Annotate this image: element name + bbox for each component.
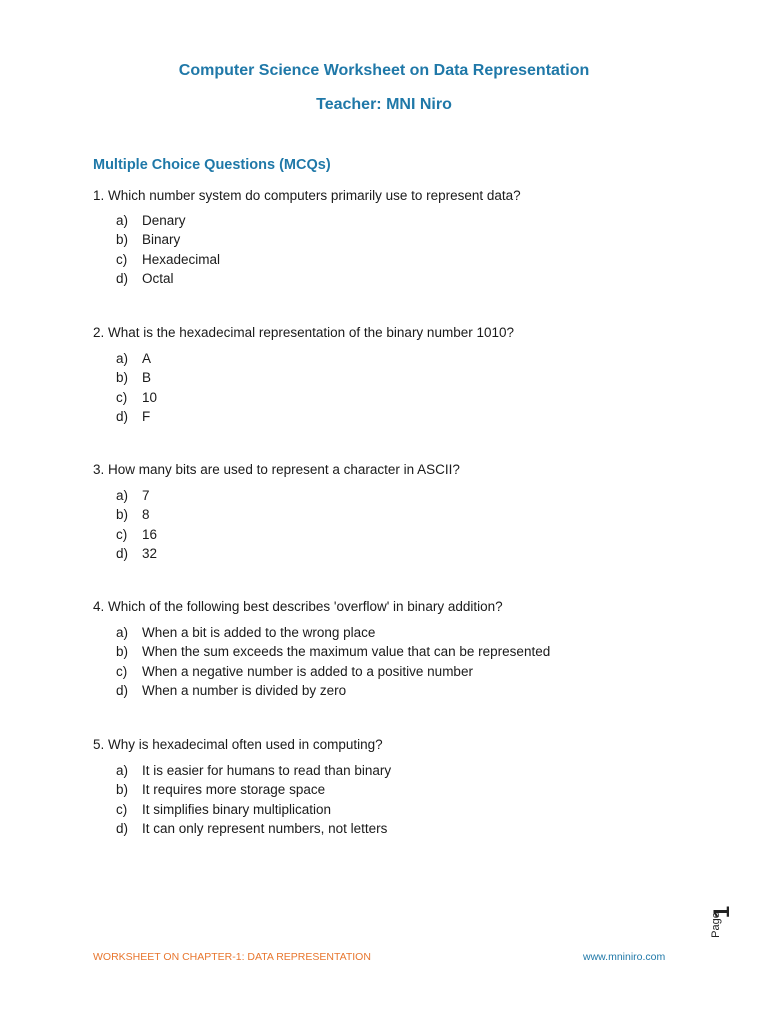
option bbox=[116, 527, 157, 546]
option-text: A bbox=[142, 351, 152, 366]
option-letter: a) bbox=[116, 625, 129, 640]
option-text: Octal bbox=[142, 271, 174, 287]
option bbox=[116, 782, 391, 801]
option-text: 7 bbox=[142, 488, 150, 503]
option-text: It can only represent numbers, not letters bbox=[142, 821, 388, 837]
option-text: Denary bbox=[142, 213, 186, 228]
question-1-options bbox=[116, 213, 220, 291]
option-letter: b) bbox=[116, 507, 129, 523]
option bbox=[116, 252, 220, 271]
option-letter: d) bbox=[116, 546, 129, 562]
option bbox=[116, 488, 157, 507]
option-letter: c) bbox=[116, 389, 128, 405]
option bbox=[116, 625, 550, 644]
option bbox=[116, 370, 157, 389]
page-number-marker bbox=[707, 905, 735, 947]
option bbox=[116, 213, 220, 232]
section-heading: Multiple Choice Questions (MCQs) bbox=[93, 157, 331, 173]
footer-chapter-label: WORKSHEET ON CHAPTER-1: DATA REPRESENTATION bbox=[93, 951, 371, 963]
option-letter: d) bbox=[116, 409, 129, 425]
option-text: 16 bbox=[142, 526, 158, 542]
option-text: It requires more storage space bbox=[142, 782, 326, 798]
question-4-options bbox=[116, 625, 550, 703]
option-text: Binary bbox=[142, 232, 181, 248]
option-text: It is easier for humans to read than binary bbox=[142, 763, 392, 778]
option bbox=[116, 683, 550, 702]
option bbox=[116, 351, 157, 370]
teacher-name: Teacher: MNI Niro bbox=[316, 96, 452, 113]
option bbox=[116, 546, 157, 565]
question-5-options bbox=[116, 763, 391, 841]
option-letter: b) bbox=[116, 782, 129, 798]
question-2: 2. What is the hexadecimal representation of the binary number 1010? bbox=[93, 325, 514, 340]
option-letter: c) bbox=[116, 801, 128, 817]
question-5: 5. Why is hexadecimal often used in computing? bbox=[93, 737, 383, 752]
option-letter: d) bbox=[116, 821, 129, 837]
option-text: 8 bbox=[142, 507, 150, 523]
option-text: 32 bbox=[142, 546, 158, 562]
option-text: When the sum exceeds the maximum value that can be represented bbox=[142, 644, 551, 660]
option-letter: a) bbox=[116, 763, 129, 778]
option-letter: d) bbox=[116, 683, 129, 699]
option-letter: b) bbox=[116, 232, 129, 248]
option-letter: b) bbox=[116, 370, 129, 386]
option bbox=[116, 664, 550, 683]
option bbox=[116, 802, 391, 821]
question-2-options bbox=[116, 351, 157, 429]
question-3: 3. How many bits are used to represent a character in ASCII? bbox=[93, 462, 460, 477]
option-letter: a) bbox=[116, 351, 129, 366]
option-text: B bbox=[142, 370, 152, 386]
option bbox=[116, 232, 220, 251]
option bbox=[116, 644, 550, 663]
option bbox=[116, 271, 220, 290]
worksheet-title: Computer Science Worksheet on Data Representation bbox=[178, 62, 590, 79]
option-text: When a bit is added to the wrong place bbox=[142, 625, 376, 640]
page-number: 1 bbox=[709, 905, 735, 919]
option-text: 10 bbox=[142, 389, 158, 405]
option bbox=[116, 390, 157, 409]
question-4: 4. Which of the following best describes 'overflow' in binary addition? bbox=[93, 599, 503, 614]
option bbox=[116, 507, 157, 526]
option bbox=[116, 821, 391, 840]
option-text: F bbox=[142, 409, 151, 425]
option-letter: a) bbox=[116, 488, 129, 503]
option-text: It simplifies binary multiplication bbox=[142, 801, 332, 817]
option-letter: c) bbox=[116, 663, 128, 679]
option bbox=[116, 763, 391, 782]
option-letter: d) bbox=[116, 271, 129, 287]
option-text: When a number is divided by zero bbox=[142, 683, 347, 699]
option-letter: c) bbox=[116, 526, 128, 542]
option-text: When a negative number is added to a positive number bbox=[142, 663, 473, 679]
option-text: Hexadecimal bbox=[142, 251, 221, 267]
question-1: 1. Which number system do computers primarily use to represent data? bbox=[93, 188, 521, 203]
option-letter: c) bbox=[116, 251, 128, 267]
option-letter: a) bbox=[116, 213, 129, 228]
question-3-options bbox=[116, 488, 157, 566]
option bbox=[116, 409, 157, 428]
page-label: Page bbox=[709, 912, 722, 938]
footer-website-link[interactable]: www.mniniro.com bbox=[583, 951, 666, 963]
option-letter: b) bbox=[116, 644, 129, 660]
